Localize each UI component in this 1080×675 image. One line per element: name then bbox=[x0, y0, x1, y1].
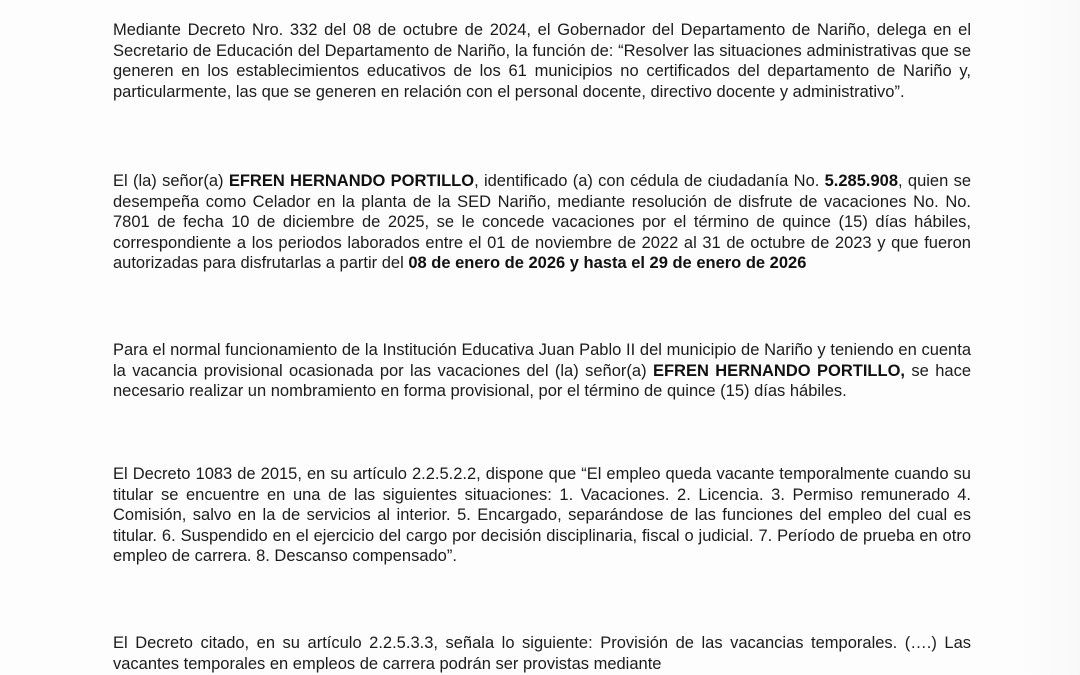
paragraph-text: , identificado (a) con cédula de ciudadanía No. bbox=[474, 172, 825, 190]
paragraph-decreto-citado bbox=[113, 633, 971, 674]
paragraph-text: El Decreto 1083 de 2015, en su artículo 2.2.5.2.2, dispone que “El empleo queda vacante temporalmente cuando su titular se encuentre en una de las siguientes situaciones: 1. Vacaciones. 2. Licencia. 3. Permiso remunerado 4. Comisión, salvo en la de servicios al interior. 5. Encargado, separándose de las funciones del empleo del cual es titular. 6. Suspendido en el ejercicio del cargo por decisión disciplinaria, fiscal o judicial. 7. Período de prueba en otro empleo de carrera. 8. Descanso compensado”. bbox=[113, 465, 971, 565]
paragraph-decreto-1083 bbox=[113, 464, 971, 567]
employee-name: EFREN HERNANDO PORTILLO bbox=[228, 172, 475, 190]
paragraph-text: El Decreto citado, en su artículo 2.2.5.3.3, señala lo siguiente: Provisión de las vacancias temporales. (….) Las vacantes temporales en empleos de carrera podrán ser provistas mediante bbox=[113, 634, 971, 673]
paragraph-vacaciones bbox=[113, 171, 971, 274]
vacation-dates: 08 de enero de 2026 y hasta el 29 de enero de 2026 bbox=[408, 254, 807, 272]
paragraph-text: Mediante Decreto Nro. 332 del 08 de octubre de 2024, el Gobernador del Departamento de Nariño, delega en el Secretario de Educación del Departamento de Nariño, la función de: “Resolver las situaciones administrativas que se generen en los establecimientos educativos de los 61 municipios no certificados del departamento de Nariño y, particularmente, las que se generen en relación con el personal docente, directivo docente y administrativo”. bbox=[113, 21, 971, 101]
paragraph-text: , quien se desempeña como Celador en la planta de la SED Nariño, mediante resolución de disfrute de vacaciones No. No. 7801 de fecha 10 de diciembre de 2025, se le concede vacaciones por el término de quince (15) días hábiles, correspondiente a los periodos laborados entre el 01 de noviembre de 2022 al 31 de octubre de 2023 y que fueron autorizadas para disfrutarlas a partir del bbox=[113, 172, 971, 272]
cedula-number: 5.285.908 bbox=[824, 172, 899, 190]
paragraph-text: Para el normal funcionamiento de la Institución Educativa Juan Pablo II del municipio de Nariño y teniendo en cuenta la vacancia provisional ocasionada por las vacaciones del (la) señor(a) bbox=[113, 341, 971, 380]
scan-shadow bbox=[1020, 0, 1080, 675]
employee-name: EFREN HERNANDO PORTILLO, bbox=[652, 361, 905, 380]
paragraph-text: El (la) señor(a) bbox=[113, 172, 229, 190]
paragraph-funcionamiento bbox=[113, 340, 971, 402]
paragraph-text: se hace necesario realizar un nombramiento en forma provisional, por el término de quince (15) días hábiles. bbox=[113, 361, 971, 400]
paragraph-decreto-332 bbox=[113, 20, 971, 102]
